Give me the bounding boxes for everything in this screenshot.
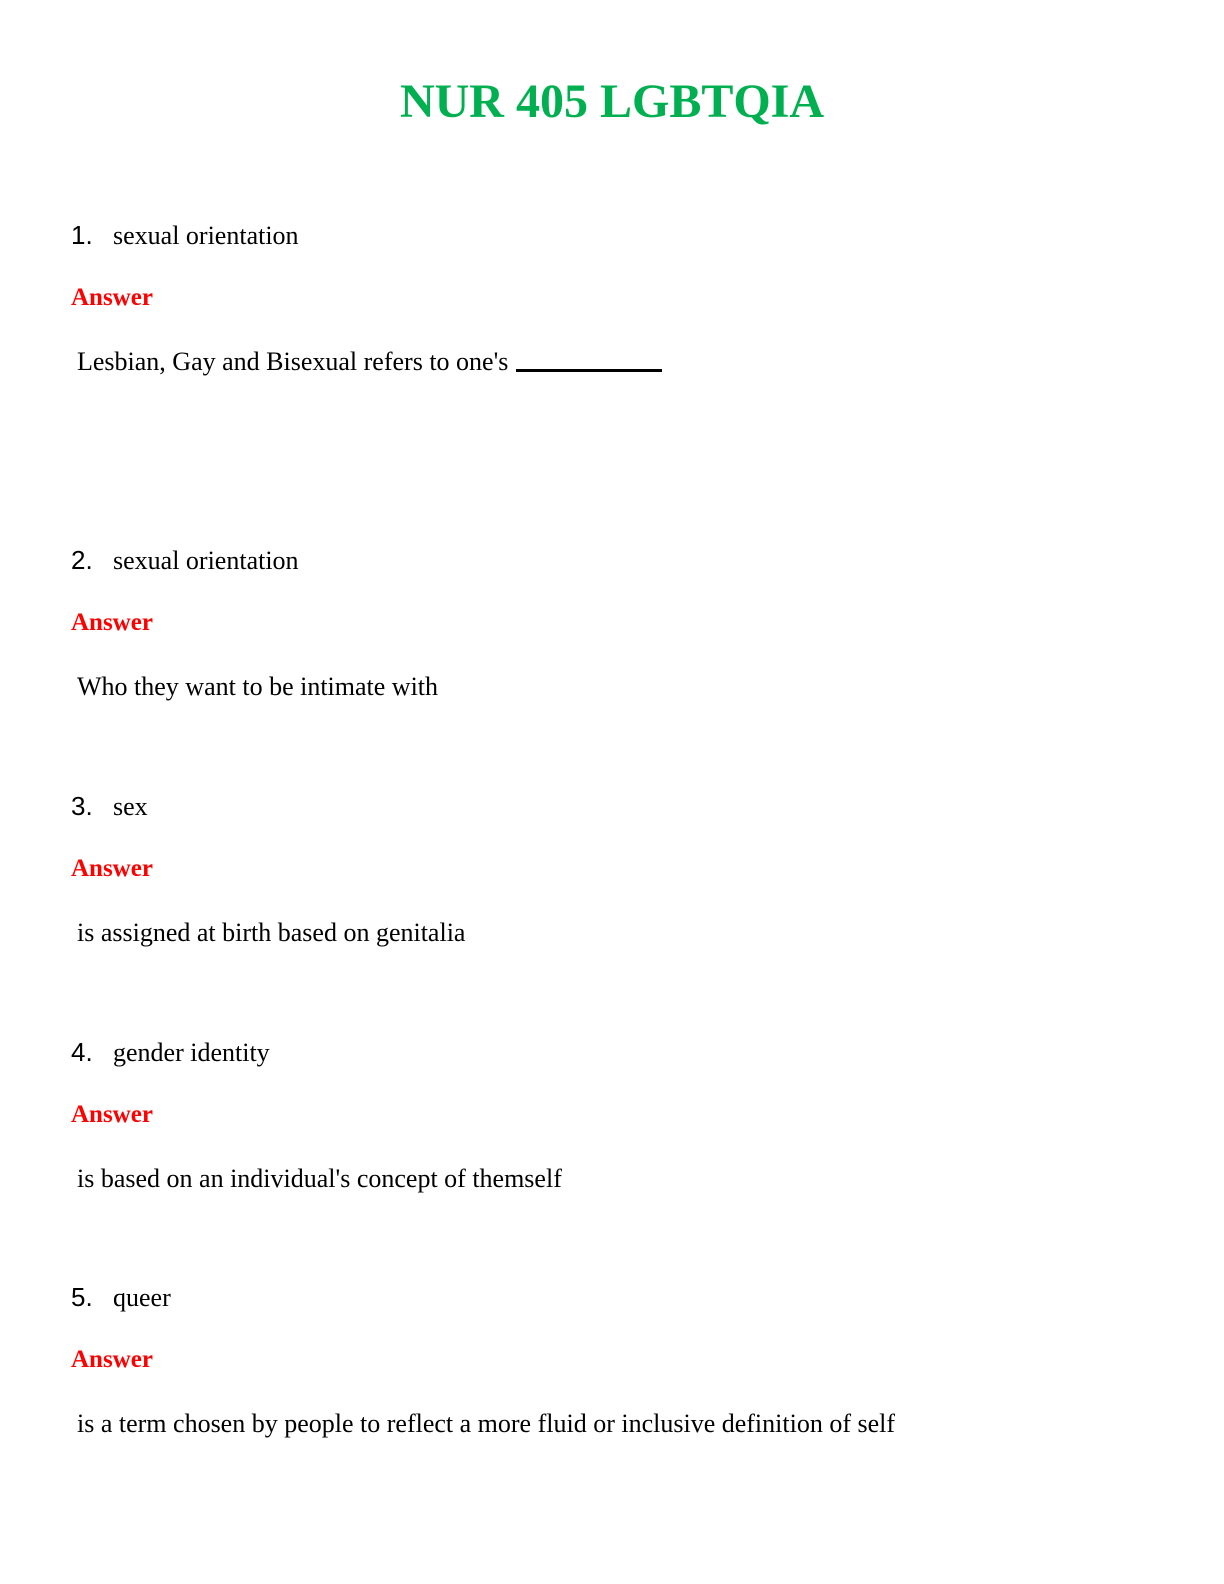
question-term: sex bbox=[113, 792, 148, 821]
answer-text-line bbox=[71, 344, 1171, 380]
question-term-line bbox=[71, 217, 1171, 253]
answer-label: Answer bbox=[71, 284, 153, 311]
answer-label: Answer bbox=[71, 855, 153, 882]
fill-in-blank bbox=[516, 369, 662, 372]
question-term-line bbox=[71, 542, 1171, 578]
question-item-5 bbox=[71, 1279, 1171, 1442]
question-term: queer bbox=[113, 1283, 171, 1312]
question-number: 4. bbox=[71, 1037, 93, 1067]
question-item-4 bbox=[71, 1034, 1171, 1197]
answer-text: Lesbian, Gay and Bisexual refers to one's bbox=[77, 347, 509, 376]
answer-text: is a term chosen by people to reflect a more fluid or inclusive definition of self bbox=[77, 1409, 896, 1438]
answer-label: Answer bbox=[71, 609, 153, 636]
answer-text: Who they want to be intimate with bbox=[77, 672, 439, 701]
question-number: 2. bbox=[71, 545, 93, 575]
question-term-line bbox=[71, 788, 1171, 824]
answer-text: is assigned at birth based on genitalia bbox=[77, 918, 466, 947]
question-term: gender identity bbox=[113, 1038, 270, 1067]
question-term: sexual orientation bbox=[113, 546, 299, 575]
question-term: sexual orientation bbox=[113, 221, 299, 250]
question-term-line bbox=[71, 1279, 1171, 1315]
answer-text: is based on an individual's concept of themself bbox=[77, 1164, 562, 1193]
question-number: 5. bbox=[71, 1282, 93, 1312]
question-item-2 bbox=[71, 542, 1171, 705]
question-number: 1. bbox=[71, 220, 93, 250]
question-number: 3. bbox=[71, 791, 93, 821]
question-item-1 bbox=[71, 217, 1171, 380]
question-item-3 bbox=[71, 788, 1171, 951]
answer-label: Answer bbox=[71, 1346, 153, 1373]
document-title: NUR 405 LGBTQIA bbox=[399, 75, 825, 128]
answer-label: Answer bbox=[71, 1101, 153, 1128]
question-term-line bbox=[71, 1034, 1171, 1070]
